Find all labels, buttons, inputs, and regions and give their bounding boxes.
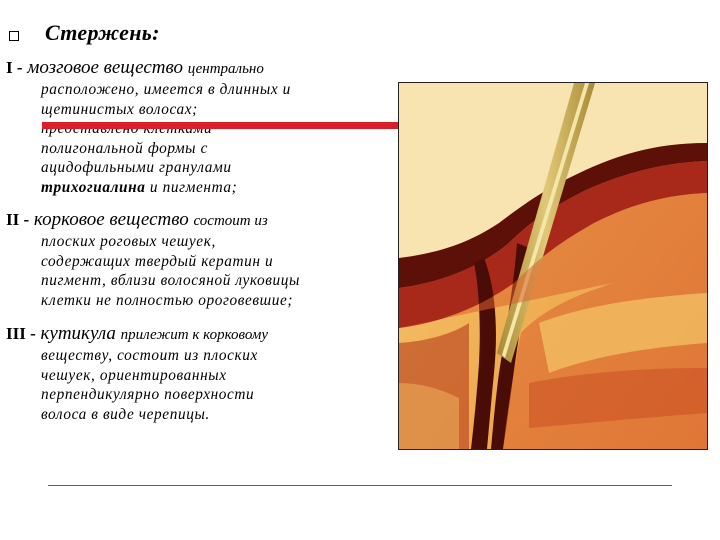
text-line (41, 178, 291, 198)
text-line: волоса в виде черепицы. (41, 405, 210, 423)
section-term: мозговое вещество (27, 57, 183, 78)
section-lead-text: центрально (187, 61, 264, 77)
text-line: содержащих твердый кератин и (41, 252, 274, 270)
slide-title: Стержень: (45, 20, 160, 45)
text-line: ацидофильными гранулами (41, 159, 232, 176)
section-numeral: III - (6, 324, 36, 343)
section-numeral: II - (6, 210, 30, 229)
section-term: кутикула (40, 323, 116, 344)
text-line: полигональной формы с (41, 139, 208, 157)
bold-term: трихогиалина (41, 178, 146, 196)
accent-bar (42, 122, 400, 129)
text-line: перпендикулярно поверхности (41, 386, 255, 403)
text-line: клетки не полностью ороговевшие; (41, 291, 294, 309)
section-numeral: I - (6, 58, 23, 77)
section-cortex (6, 209, 300, 310)
hair-micrograph-image (398, 82, 708, 450)
section-lead-text: состоит из (193, 213, 268, 229)
section-cuticle (6, 323, 268, 424)
text-line: плоских роговых чешуек, (41, 233, 216, 250)
text-line: расположено, имеется в длинных и (41, 81, 291, 98)
bullet-square-icon (9, 31, 19, 41)
text-line: щетинистых волосах; (41, 100, 198, 118)
footer-divider (48, 485, 672, 486)
text-fragment: и пигмента; (145, 178, 238, 196)
text-line: веществу, состоит из плоских (41, 347, 258, 364)
text-line: пигмент, вблизи волосяной луковицы (41, 272, 300, 289)
section-lead-text: прилежит к корковому (120, 327, 269, 343)
section-term: корковое вещество (33, 209, 189, 230)
text-line: чешуек, ориентированных (41, 366, 227, 384)
